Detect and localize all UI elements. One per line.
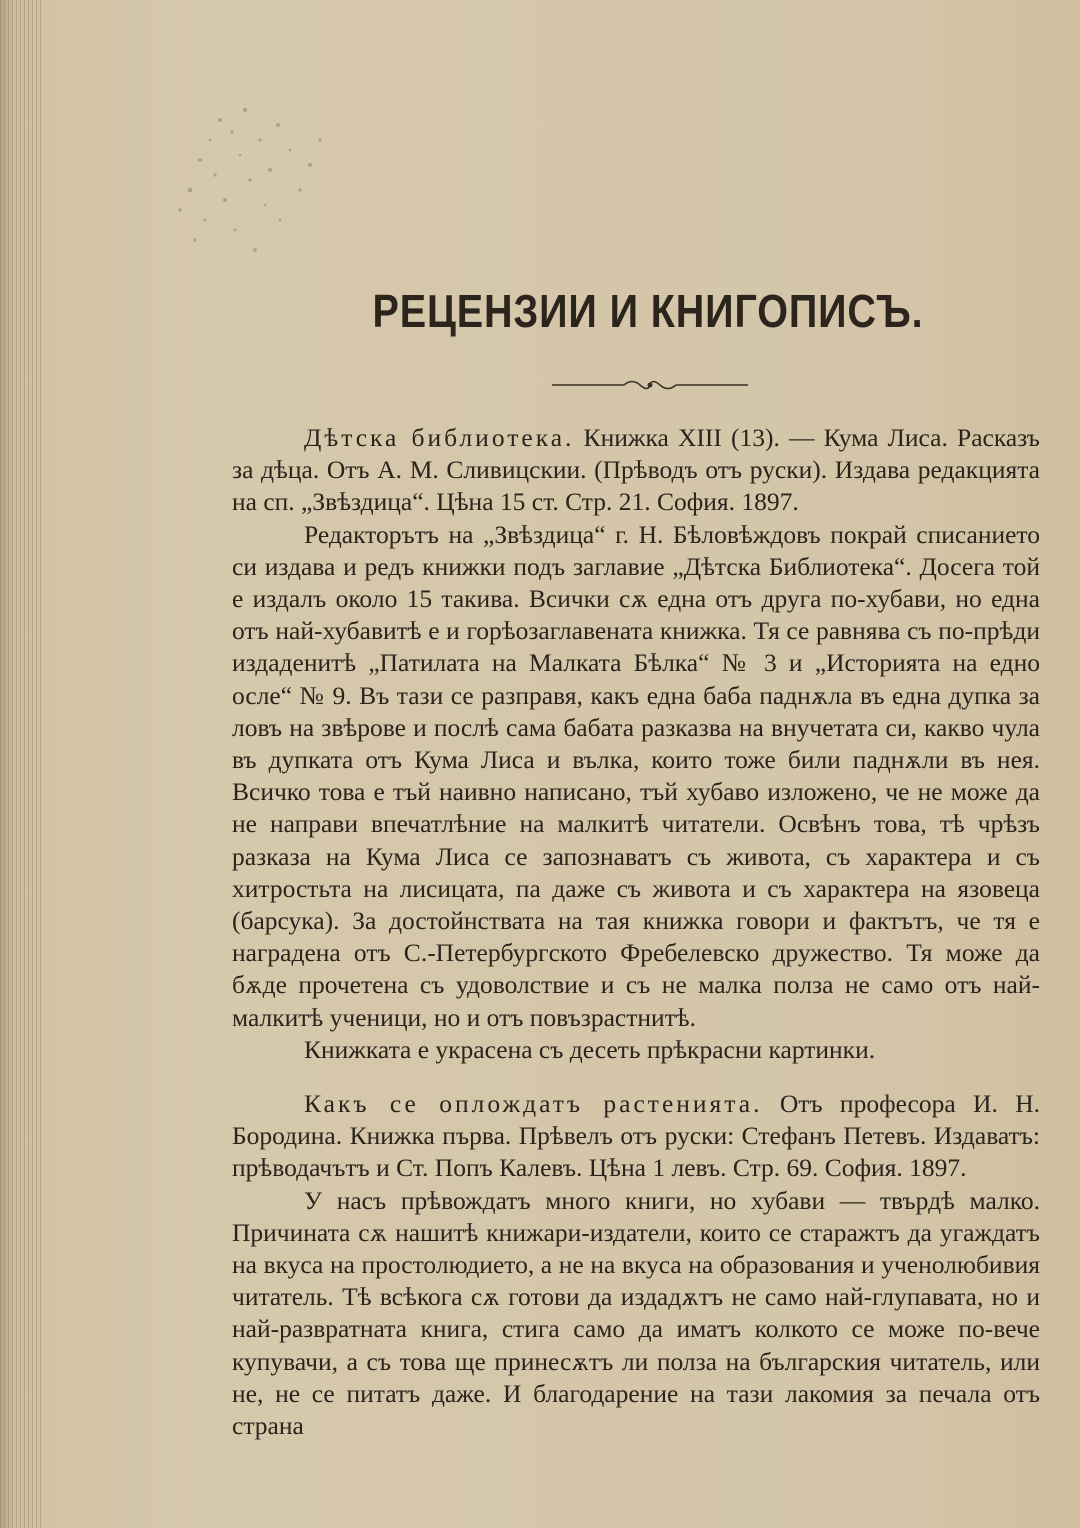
entry-citation xyxy=(232,1088,1040,1185)
entry-heading: Какъ се оплождатъ растенията. xyxy=(304,1089,763,1119)
review-paragraph: У насъ прѣвождатъ много книги, но хубави — твърдѣ малко. Причината сѫ нашитѣ книжари-издатели, които се старажтъ да угаждатъ на вкуса на простолюдието, а не на вкуса на образования и ученолюбивия читатель. Тѣ всѣкога сѫ готови да издадѫтъ не само най-глупавата, но и най-развратната книга, стига само да иматъ колкото се може по-вече купувачи, а съ това ще принесѫтъ ли полза на българския читатель, или не, не се питатъ даже. И благодарение на тази лакомия за печала отъ страна xyxy=(232,1185,1040,1441)
article-body xyxy=(232,422,1040,1442)
page-edges xyxy=(0,0,44,1528)
entry-citation-text: Книжка XIII (13). — Кума Лиса. Расказъ за дѣца. Отъ А. М. Сливицскии. (Прѣводъ отъ руски). Издава редакцията на сп. „Звѣздица“. Цѣна 15 ст. Стр. 21. София. 1897. xyxy=(232,423,1040,517)
page-title xyxy=(91,284,1020,338)
page-title-text: РЕЦЕНЗИИ И КНИГОПИСЪ. xyxy=(372,285,924,337)
ornament-divider xyxy=(552,376,748,394)
review-paragraph: Книжката е украсена съ десеть прѣкрасни картинки. xyxy=(304,1034,876,1064)
entry-heading: Дѣтска библиотека. xyxy=(304,423,575,452)
entry-citation xyxy=(232,422,1040,519)
entry-separator xyxy=(232,1066,1040,1088)
faded-stamp xyxy=(160,80,340,280)
review-paragraph: Редакторътъ на „Звѣздица“ г. Н. Бѣловѣждовъ покрай списанието си издава и редъ книжки подъ заглавие „Дѣтска Библиотека“. Досега той е издалъ около 15 такива. Всички сѫ една отъ друга по-хубави, но една отъ най-хубавитѣ е и горѣозаглавената книжка. Тя се равнява съ по-прѣди издаденитѣ „Патилата на Малката Бѣлка“ № 3 и „Историята на едно осле“ № 9. Въ тази се разправя, какъ една баба паднѫла въ една дупка за ловъ на звѣрове и послѣ сама бабата разказва на внучетата си, какво чула въ дупката отъ Кума Лиса и вълка, които тоже били паднѫли въ нея. Всичко това е тъй наивно написано, тъй хубаво изложено, че не може да не направи впечатлѣние на малкитѣ читатели. Освѣнъ това, тѣ чрѣзъ разказа на Кума Лиса се запознаватъ съ живота, съ характера и съ хитростьта на лисицата, па даже съ живота и съ характера на язовеца (барсука). За достойнствата на тая книжка говори и фактътъ, че тя е наградена отъ С.-Петербургското Фребелевско дружество. Тя може да бѫде прочетена съ удоволствие и съ не малка полза не само отъ най-малкитѣ ученици, но и отъ повъзрастнитѣ. xyxy=(232,519,1040,1032)
entry-citation-text: Отъ професора И. Н. Бородина. Книжка първа. Прѣвелъ отъ руски: Стефанъ Петевъ. Издаватъ: прѣводачътъ и Ст. Попъ Калевъ. Цѣна 1 левъ. Стр. 69. София. 1897. xyxy=(232,1089,1040,1183)
